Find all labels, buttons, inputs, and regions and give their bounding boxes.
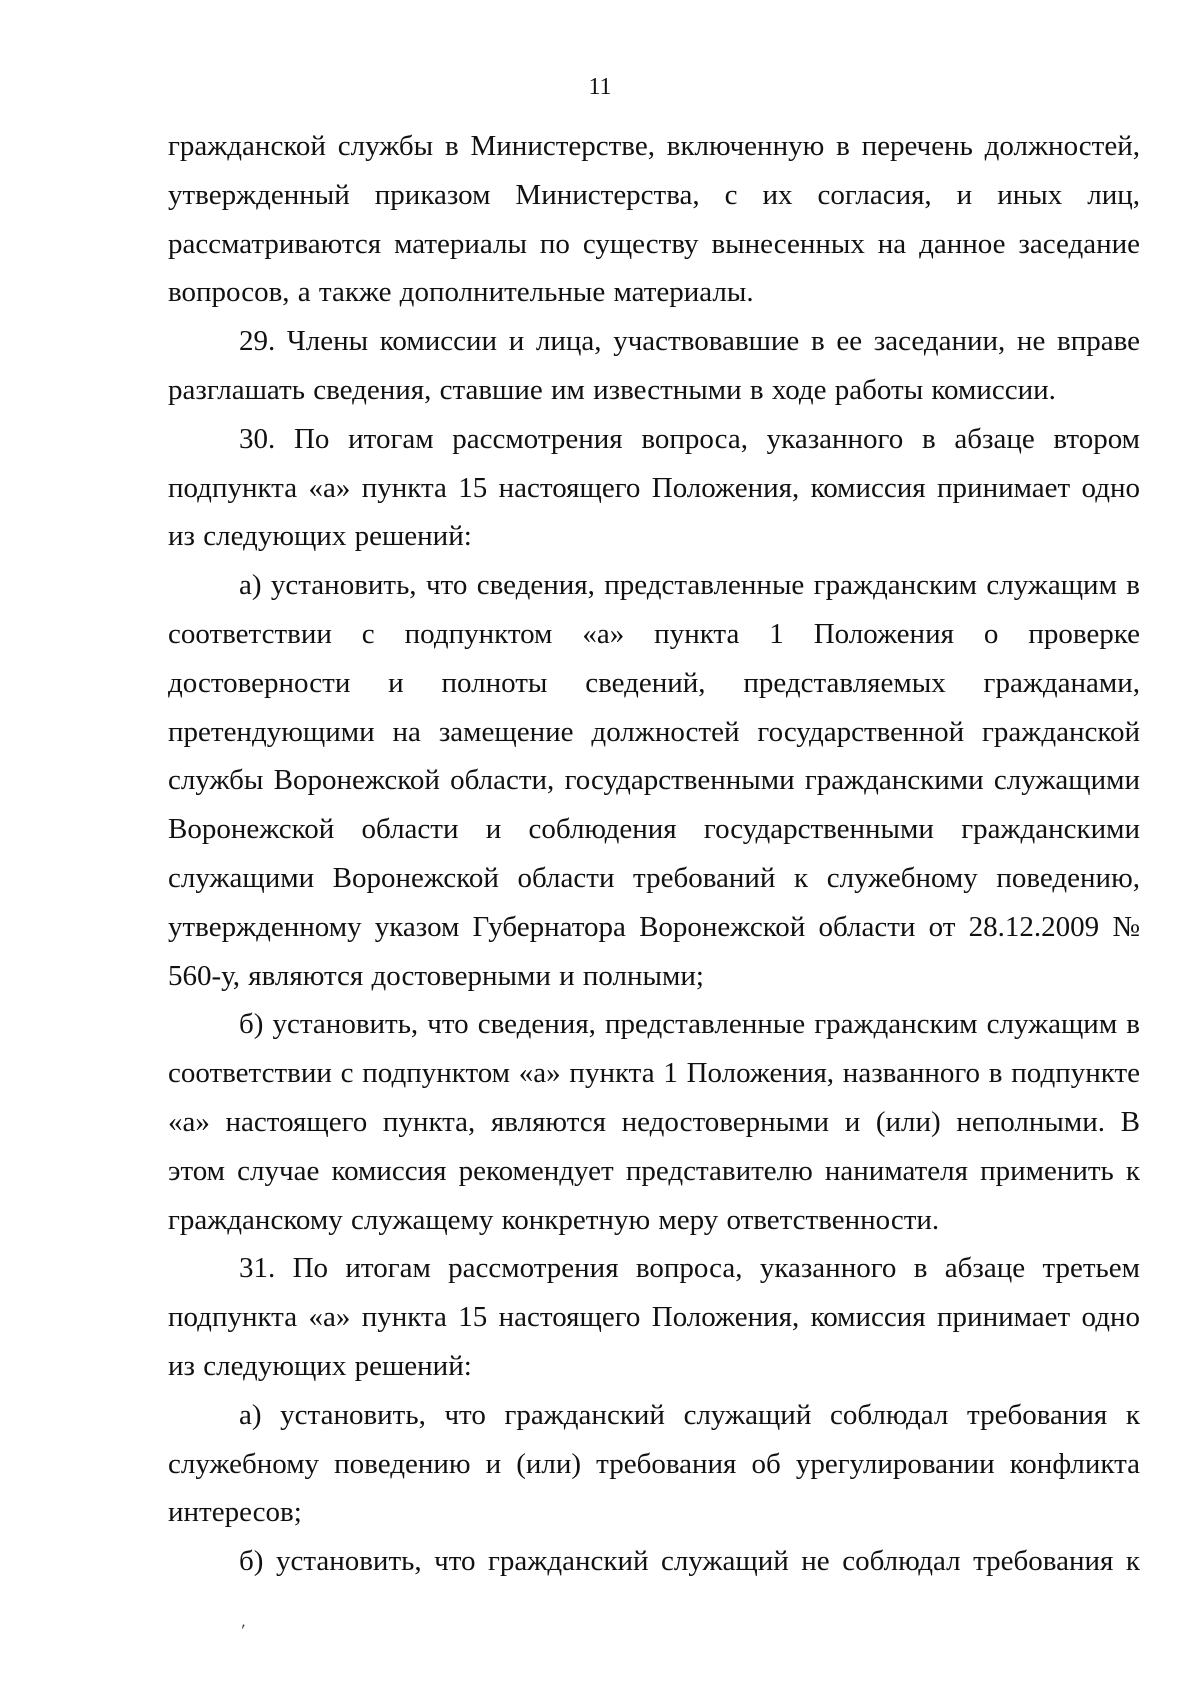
paragraph-item-31: 31. По итогам рассмотрения вопроса, указанного в абзаце третьем подпункта «а» пункта 15 настоящего Положения, комиссия принимает одно из следующих решений: xyxy=(168,1252,1140,1382)
paragraph-item-30: 30. По итогам рассмотрения вопроса, указанного в абзаце втором подпункта «а» пункта 15 настоящего Положения, комиссия принимает одно из следующих решений: xyxy=(168,422,1140,553)
paragraph-item-30-a: а) установить, что сведения, представленные гражданским служащим в соответствии с подпунктом «а» пункта 1 Положения о проверке достоверности и полноты сведений, представляемых гражданами, претендующими на замещение должностей государственной гражданской службы Воронежской области, государственными гражданскими служащими Воронежской области и соблюдения государственными гражданскими служащими Воронежской области требований к служебному поведению, утвержденному указом Губернатора Воронежской области от 28.12.2009 № 560-у, являются достоверными и полными; xyxy=(168,569,1140,992)
document-body xyxy=(168,122,1140,1586)
paragraph-item-30-b: б) установить, что сведения, представленные гражданским служащим в соответствии с подпунктом «а» пункта 1 Положения, названного в подпункте «а» настоящего пункта, являются недостоверными и (или) неполными. В этом случае комиссия рекомендует представителю нанимателя применить к гражданскому служащему конкретную меру ответственности. xyxy=(168,1008,1140,1236)
paragraph-item-29: 29. Члены комиссии и лица, участвовавшие в ее заседании, не вправе разглашать сведения, ставшие им известными в ходе работы комиссии. xyxy=(168,325,1140,406)
page-number: 11 xyxy=(588,74,612,100)
paragraph-item-31-a: а) установить, что гражданский служащий соблюдал требования к служебному поведению и (или) требования об урегулировании конфликта интересов; xyxy=(168,1398,1140,1529)
paragraph-item-31-b: б) установить, что гражданский служащий не соблюдал требования к xyxy=(239,1545,1140,1578)
stray-mark: ' xyxy=(236,1620,247,1640)
paragraph-continuation: гражданской службы в Министерстве, включенную в перечень должностей, утвержденный приказом Министерства, с их согласия, и иных лиц, рассматриваются материалы по существу вынесенных на данное заседание вопросов, а также дополнительные материалы. xyxy=(168,130,1140,309)
